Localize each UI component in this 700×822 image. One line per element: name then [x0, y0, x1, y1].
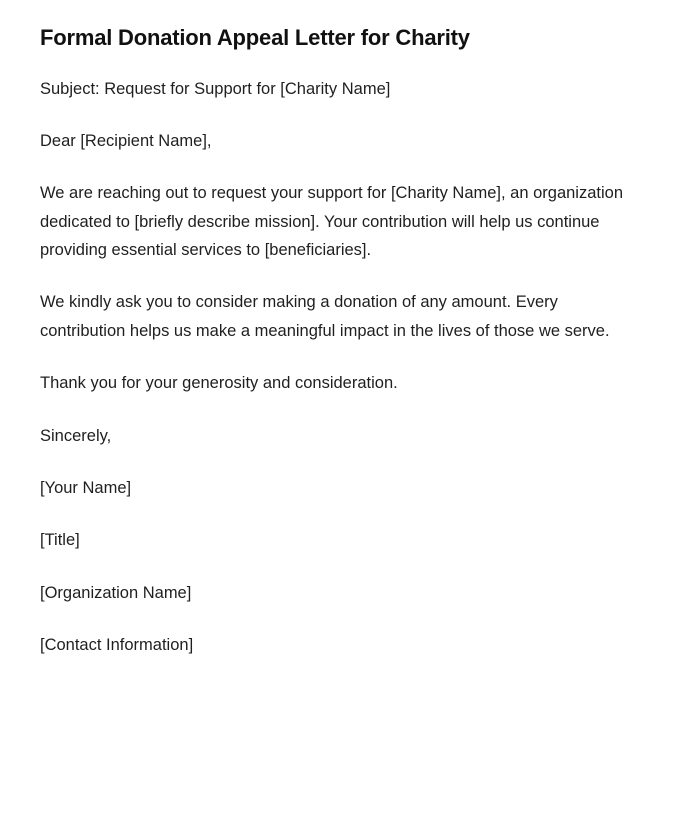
body-paragraph-2: We kindly ask you to consider making a donation of any amount. Every contribution helps us make a meaningful impact in the lives of those we serve. [40, 293, 610, 340]
body-paragraph-1: We are reaching out to request your support for [Charity Name], an organization dedicated to [briefly describe mission]. Your contribution will help us continue providing essential services to [beneficiaries]. [40, 184, 624, 260]
page-title: Formal Donation Appeal Letter for Charity [40, 25, 470, 50]
signature-contact: [Contact Information] [40, 636, 194, 655]
signature-block [40, 474, 660, 660]
salutation: Dear [Recipient Name], [40, 131, 212, 150]
signature-title: [Title] [40, 531, 80, 550]
closing: Sincerely, [40, 426, 112, 445]
signature-organization: [Organization Name] [40, 583, 192, 602]
subject-line: Subject: Request for Support for [Charity Name] [40, 79, 391, 98]
signature-name: [Your Name] [40, 478, 132, 497]
body-paragraph-3: Thank you for your generosity and consideration. [40, 374, 398, 393]
